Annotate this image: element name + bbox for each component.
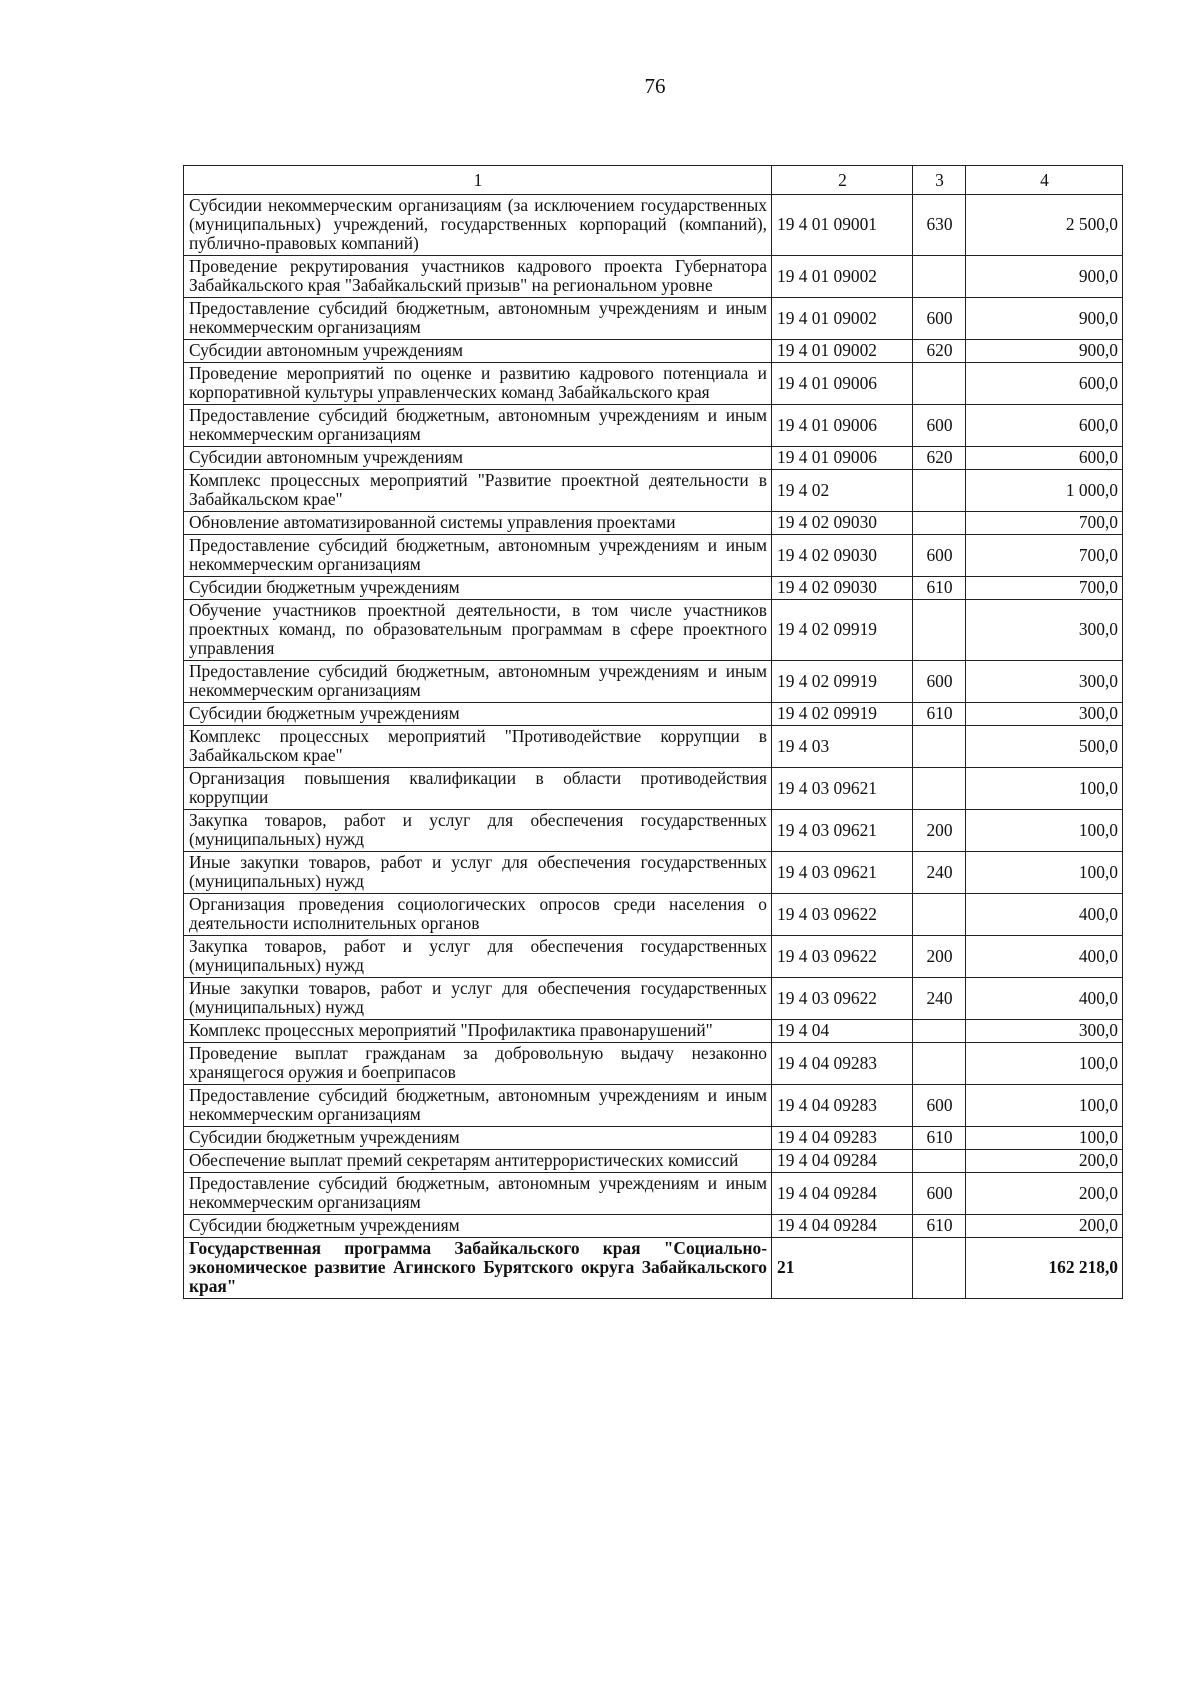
row-code-cell: 19 4 03 09622 (772, 978, 913, 1020)
table-row (184, 1215, 1123, 1238)
table-row (184, 600, 1123, 661)
row-code-cell: 19 4 04 09283 (772, 1085, 913, 1127)
table-row (184, 535, 1123, 577)
row-amount-cell: 100,0 (966, 1127, 1123, 1150)
row-name-cell: Комплекс процессных мероприятий "Развитие проектной деятельности в Забайкальском крае" (184, 470, 772, 512)
row-expense-type-cell (913, 768, 966, 810)
row-code-cell: 19 4 01 09002 (772, 298, 913, 340)
table-row (184, 726, 1123, 768)
table-row (184, 340, 1123, 363)
table-row (184, 1043, 1123, 1085)
row-amount-cell: 300,0 (966, 661, 1123, 703)
row-expense-type-cell: 600 (913, 1173, 966, 1215)
row-amount-cell: 300,0 (966, 1020, 1123, 1043)
row-expense-type-cell (913, 726, 966, 768)
row-amount-cell: 700,0 (966, 535, 1123, 577)
row-expense-type-cell: 610 (913, 1127, 966, 1150)
row-expense-type-cell: 610 (913, 577, 966, 600)
row-amount-cell: 2 500,0 (966, 195, 1123, 256)
row-amount-cell: 162 218,0 (966, 1238, 1123, 1299)
row-expense-type-cell: 600 (913, 535, 966, 577)
table-row (184, 936, 1123, 978)
table-row (184, 1173, 1123, 1215)
row-code-cell: 19 4 02 09030 (772, 535, 913, 577)
table-row (184, 894, 1123, 936)
row-name-cell: Предоставление субсидий бюджетным, автономным учреждениям и иным некоммерческим организациям (184, 1085, 772, 1127)
row-name-cell: Проведение рекрутирования участников кадрового проекта Губернатора Забайкальского края "Забайкальский призыв" на региональном уровне (184, 256, 772, 298)
row-code-cell: 19 4 03 09622 (772, 894, 913, 936)
row-amount-cell: 100,0 (966, 768, 1123, 810)
row-expense-type-cell: 630 (913, 195, 966, 256)
table-row (184, 768, 1123, 810)
row-amount-cell: 900,0 (966, 256, 1123, 298)
table-row (184, 1020, 1123, 1043)
row-code-cell: 19 4 01 09002 (772, 256, 913, 298)
row-code-cell: 19 4 02 09030 (772, 577, 913, 600)
table-row (184, 470, 1123, 512)
table-row (184, 577, 1123, 600)
row-code-cell: 19 4 02 09919 (772, 661, 913, 703)
row-expense-type-cell (913, 1150, 966, 1173)
table-row (184, 1127, 1123, 1150)
row-code-cell: 19 4 01 09002 (772, 340, 913, 363)
row-expense-type-cell (913, 363, 966, 405)
row-code-cell: 19 4 03 09621 (772, 852, 913, 894)
row-amount-cell: 100,0 (966, 1043, 1123, 1085)
row-code-cell: 19 4 04 09284 (772, 1215, 913, 1238)
row-expense-type-cell: 240 (913, 852, 966, 894)
row-amount-cell: 200,0 (966, 1215, 1123, 1238)
page-number: 76 (644, 74, 666, 98)
row-name-cell: Проведение мероприятий по оценке и развитию кадрового потенциала и корпоративной культуры управленческих команд Забайкальского края (184, 363, 772, 405)
row-name-cell: Организация проведения социологических опросов среди населения о деятельности исполнительных органов (184, 894, 772, 936)
row-code-cell: 19 4 02 09919 (772, 600, 913, 661)
header-col-2: 2 (772, 166, 913, 195)
header-col-3: 3 (913, 166, 966, 195)
row-expense-type-cell: 610 (913, 703, 966, 726)
table-row (184, 256, 1123, 298)
table-row (184, 661, 1123, 703)
row-amount-cell: 400,0 (966, 894, 1123, 936)
row-amount-cell: 200,0 (966, 1150, 1123, 1173)
row-amount-cell: 900,0 (966, 298, 1123, 340)
row-name-cell: Предоставление субсидий бюджетным, автономным учреждениям и иным некоммерческим организациям (184, 1173, 772, 1215)
row-name-cell: Предоставление субсидий бюджетным, автономным учреждениям и иным некоммерческим организациям (184, 298, 772, 340)
row-name-cell: Субсидии бюджетным учреждениям (184, 1127, 772, 1150)
row-name-cell: Субсидии бюджетным учреждениям (184, 1215, 772, 1238)
row-name-cell: Предоставление субсидий бюджетным, автономным учреждениям и иным некоммерческим организациям (184, 405, 772, 447)
row-expense-type-cell: 200 (913, 810, 966, 852)
row-amount-cell: 400,0 (966, 936, 1123, 978)
row-code-cell: 19 4 02 (772, 470, 913, 512)
row-name-cell: Субсидии некоммерческим организациям (за исключением государственных (муниципальных) учреждений, государственных корпораций (компаний), публично-правовых компаний) (184, 195, 772, 256)
row-amount-cell: 700,0 (966, 577, 1123, 600)
row-expense-type-cell (913, 470, 966, 512)
row-expense-type-cell: 620 (913, 340, 966, 363)
row-name-cell: Государственная программа Забайкальского края "Социально-экономическое развитие Агинского Бурятского округа Забайкальского края" (184, 1238, 772, 1299)
row-name-cell: Комплекс процессных мероприятий "Противодействие коррупции в Забайкальском крае" (184, 726, 772, 768)
row-code-cell: 19 4 03 (772, 726, 913, 768)
row-expense-type-cell (913, 894, 966, 936)
row-expense-type-cell (913, 512, 966, 535)
row-amount-cell: 400,0 (966, 978, 1123, 1020)
row-amount-cell: 1 000,0 (966, 470, 1123, 512)
table-row (184, 852, 1123, 894)
table-header-row (184, 166, 1123, 195)
row-code-cell: 19 4 04 (772, 1020, 913, 1043)
row-code-cell: 19 4 02 09030 (772, 512, 913, 535)
row-name-cell: Иные закупки товаров, работ и услуг для обеспечения государственных (муниципальных) нужд (184, 852, 772, 894)
row-amount-cell: 900,0 (966, 340, 1123, 363)
row-name-cell: Обеспечение выплат премий секретарям антитеррористических комиссий (184, 1150, 772, 1173)
row-amount-cell: 700,0 (966, 512, 1123, 535)
row-name-cell: Обучение участников проектной деятельности, в том числе участников проектных команд, по образовательным программам в сфере проектного управления (184, 600, 772, 661)
row-expense-type-cell (913, 1020, 966, 1043)
row-code-cell: 19 4 04 09283 (772, 1043, 913, 1085)
row-name-cell: Субсидии автономным учреждениям (184, 340, 772, 363)
table-row (184, 1085, 1123, 1127)
row-code-cell: 19 4 01 09006 (772, 447, 913, 470)
table-row (184, 298, 1123, 340)
row-code-cell: 19 4 04 09284 (772, 1150, 913, 1173)
row-expense-type-cell: 600 (913, 1085, 966, 1127)
row-expense-type-cell: 200 (913, 936, 966, 978)
row-name-cell: Обновление автоматизированной системы управления проектами (184, 512, 772, 535)
row-amount-cell: 300,0 (966, 703, 1123, 726)
row-name-cell: Субсидии бюджетным учреждениям (184, 703, 772, 726)
table-row (184, 512, 1123, 535)
row-name-cell: Закупка товаров, работ и услуг для обеспечения государственных (муниципальных) нужд (184, 810, 772, 852)
row-expense-type-cell: 600 (913, 661, 966, 703)
row-code-cell: 19 4 03 09622 (772, 936, 913, 978)
row-expense-type-cell: 240 (913, 978, 966, 1020)
table-row (184, 405, 1123, 447)
row-code-cell: 19 4 04 09284 (772, 1173, 913, 1215)
row-amount-cell: 600,0 (966, 363, 1123, 405)
row-code-cell: 19 4 04 09283 (772, 1127, 913, 1150)
row-amount-cell: 100,0 (966, 1085, 1123, 1127)
table-row (184, 195, 1123, 256)
table-row (184, 810, 1123, 852)
row-name-cell: Иные закупки товаров, работ и услуг для обеспечения государственных (муниципальных) нужд (184, 978, 772, 1020)
header-col-1: 1 (184, 166, 772, 195)
row-name-cell: Предоставление субсидий бюджетным, автономным учреждениям и иным некоммерческим организациям (184, 661, 772, 703)
row-amount-cell: 200,0 (966, 1173, 1123, 1215)
row-name-cell: Субсидии бюджетным учреждениям (184, 577, 772, 600)
header-col-4: 4 (966, 166, 1123, 195)
budget-table (183, 165, 1123, 1299)
row-code-cell: 19 4 03 09621 (772, 810, 913, 852)
row-expense-type-cell (913, 1043, 966, 1085)
row-expense-type-cell: 600 (913, 405, 966, 447)
row-amount-cell: 500,0 (966, 726, 1123, 768)
row-name-cell: Субсидии автономным учреждениям (184, 447, 772, 470)
row-expense-type-cell (913, 1238, 966, 1299)
row-amount-cell: 600,0 (966, 447, 1123, 470)
row-amount-cell: 600,0 (966, 405, 1123, 447)
row-name-cell: Закупка товаров, работ и услуг для обеспечения государственных (муниципальных) нужд (184, 936, 772, 978)
row-code-cell: 19 4 01 09006 (772, 405, 913, 447)
row-amount-cell: 100,0 (966, 810, 1123, 852)
row-code-cell: 21 (772, 1238, 913, 1299)
table-row (184, 363, 1123, 405)
row-name-cell: Организация повышения квалификации в области противодействия коррупции (184, 768, 772, 810)
table-row (184, 1238, 1123, 1299)
row-code-cell: 19 4 03 09621 (772, 768, 913, 810)
row-expense-type-cell: 610 (913, 1215, 966, 1238)
row-amount-cell: 300,0 (966, 600, 1123, 661)
table-row (184, 703, 1123, 726)
row-code-cell: 19 4 02 09919 (772, 703, 913, 726)
row-code-cell: 19 4 01 09006 (772, 363, 913, 405)
row-expense-type-cell (913, 600, 966, 661)
row-name-cell: Проведение выплат гражданам за добровольную выдачу незаконно хранящегося оружия и боеприпасов (184, 1043, 772, 1085)
row-amount-cell: 100,0 (966, 852, 1123, 894)
table-row (184, 1150, 1123, 1173)
row-expense-type-cell: 600 (913, 298, 966, 340)
row-name-cell: Предоставление субсидий бюджетным, автономным учреждениям и иным некоммерческим организациям (184, 535, 772, 577)
row-expense-type-cell: 620 (913, 447, 966, 470)
row-name-cell: Комплекс процессных мероприятий "Профилактика правонарушений" (184, 1020, 772, 1043)
row-expense-type-cell (913, 256, 966, 298)
row-code-cell: 19 4 01 09001 (772, 195, 913, 256)
table-row (184, 978, 1123, 1020)
table-row (184, 447, 1123, 470)
